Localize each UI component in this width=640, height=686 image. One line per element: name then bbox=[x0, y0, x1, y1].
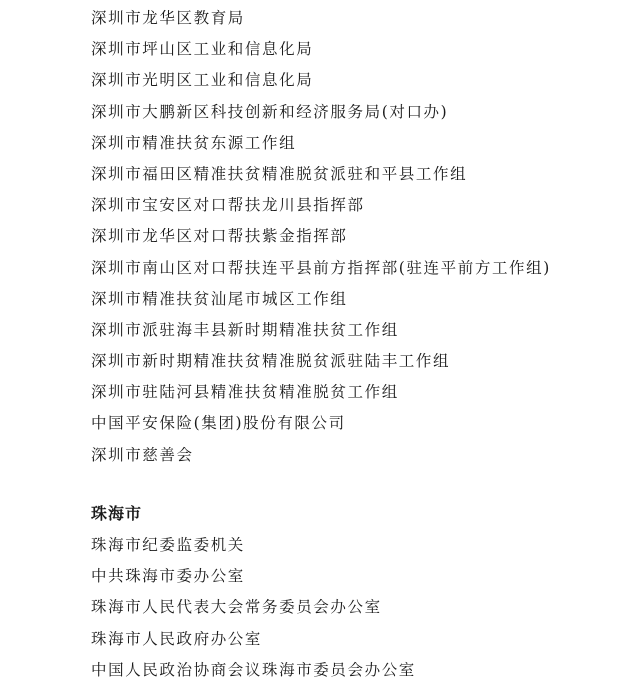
list-item: 深圳市福田区精准扶贫精准脱贫派驻和平县工作组 bbox=[91, 164, 468, 183]
list-item: 深圳市慈善会 bbox=[91, 445, 194, 464]
list-item: 深圳市光明区工业和信息化局 bbox=[91, 71, 314, 90]
section-heading-zhuhai: 珠海市 bbox=[91, 504, 143, 523]
list-item: 深圳市宝安区对口帮扶龙川县指挥部 bbox=[91, 196, 365, 215]
list-item: 深圳市精准扶贫汕尾市城区工作组 bbox=[91, 289, 348, 308]
shenzhen-organization-list bbox=[91, 3, 551, 471]
list-item: 深圳市龙华区对口帮扶紫金指挥部 bbox=[91, 227, 348, 246]
list-item: 深圳市驻陆河县精准扶贫精准脱贫工作组 bbox=[91, 383, 399, 402]
list-item: 深圳市大鹏新区科技创新和经济服务局(对口办) bbox=[91, 102, 449, 121]
list-item: 珠海市纪委监委机关 bbox=[91, 536, 245, 554]
list-item: 中国平安保险(集团)股份有限公司 bbox=[91, 414, 346, 433]
list-item: 深圳市新时期精准扶贫精准脱贫派驻陆丰工作组 bbox=[91, 352, 451, 371]
list-item: 珠海市人民政府办公室 bbox=[91, 629, 263, 648]
list-item: 中共珠海市委办公室 bbox=[91, 567, 245, 586]
list-item: 深圳市坪山区工业和信息化局 bbox=[91, 40, 314, 59]
list-item: 深圳市南山区对口帮扶连平县前方指挥部(驻连平前方工作组) bbox=[91, 258, 551, 277]
list-item: 中国人民政治协商会议珠海市委员会办公室 bbox=[91, 660, 416, 679]
zhuhai-organization-list bbox=[91, 530, 416, 686]
list-item: 深圳市龙华区教育局 bbox=[91, 9, 245, 27]
list-item: 珠海市人民代表大会常务委员会办公室 bbox=[91, 598, 382, 617]
list-item: 深圳市精准扶贫东源工作组 bbox=[91, 133, 297, 152]
list-item: 深圳市派驻海丰县新时期精准扶贫工作组 bbox=[91, 320, 399, 339]
